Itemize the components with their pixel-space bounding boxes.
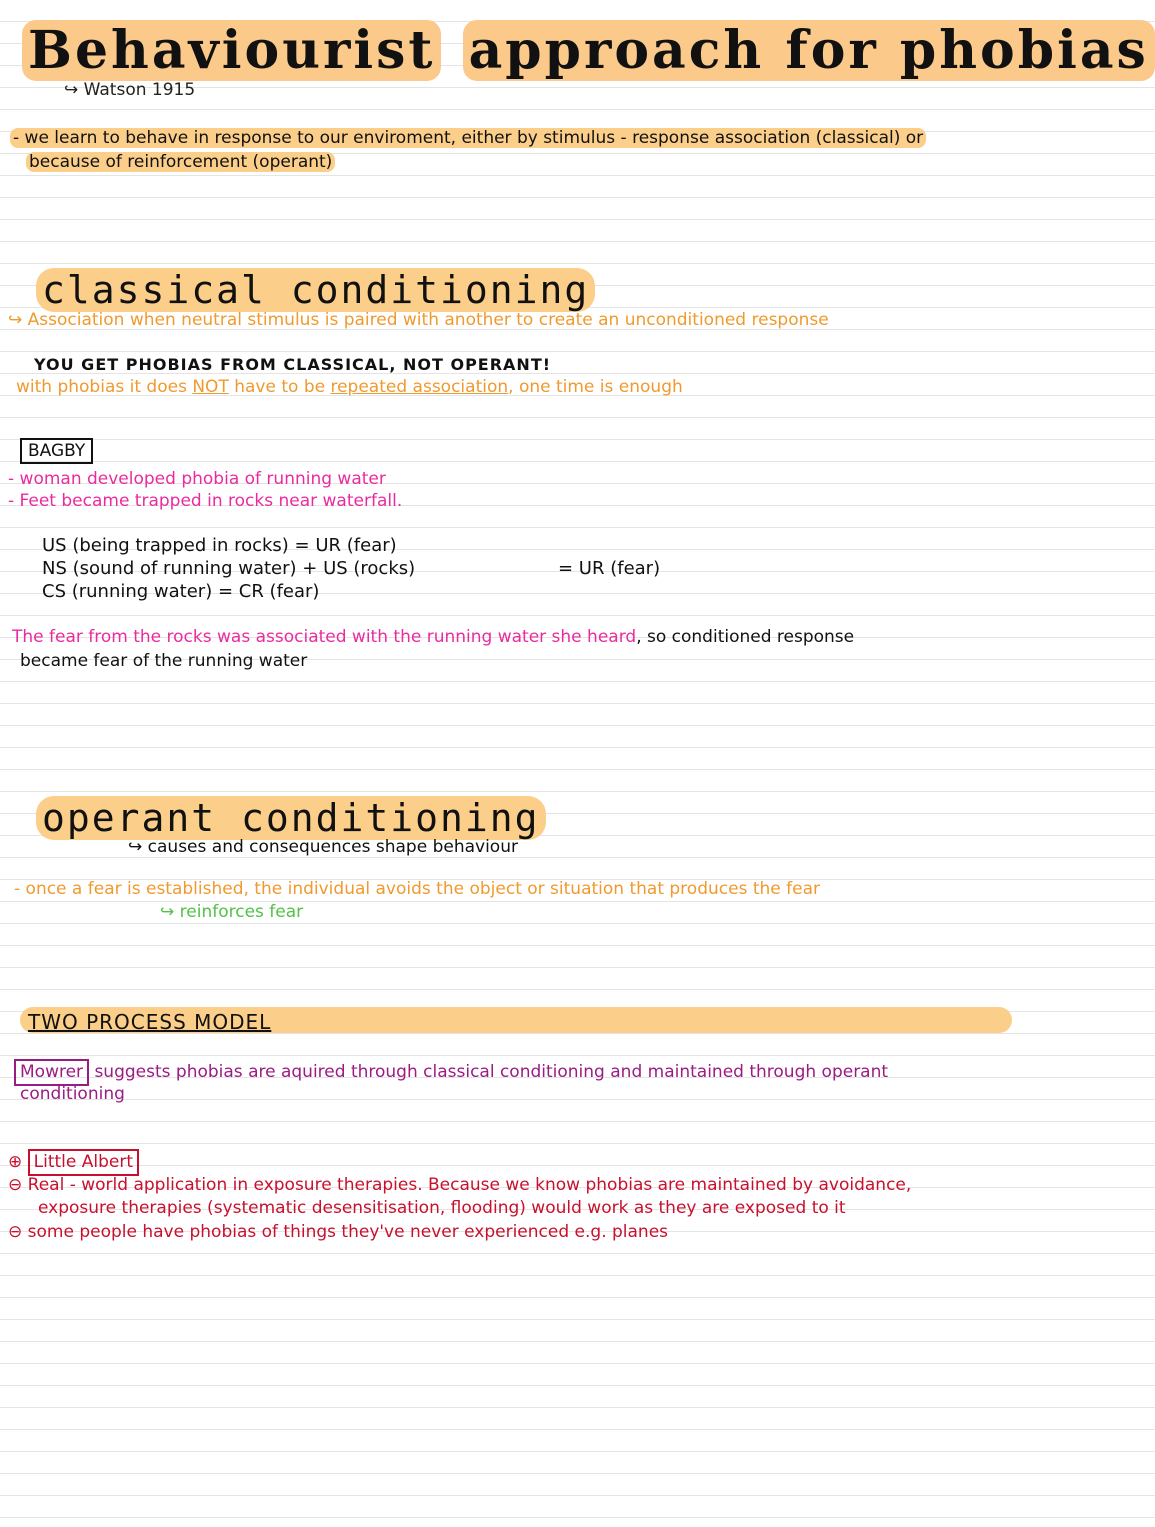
two-process-heading: TWO PROCESS MODEL [28, 1010, 272, 1034]
eval-minus-1: ⊖ Real - world application in exposure therapies. Because we know phobias are maintained by avoidance, [8, 1175, 912, 1195]
equation-cs: CS (running water) = CR (fear) [42, 581, 320, 602]
minus-circle-icon: ⊖ [8, 1222, 23, 1242]
phobia-note: with phobias it does NOT have to be repeated association, one time is enough [16, 377, 683, 397]
little-albert-label: Little Albert [28, 1149, 139, 1176]
mowrer-label: Mowrer [14, 1059, 89, 1086]
two-process-line2: conditioning [20, 1084, 125, 1104]
arrow-icon: ↪ [160, 902, 175, 922]
equation-ns-result: = UR (fear) [558, 558, 661, 579]
minus-circle-icon: ⊖ [8, 1175, 23, 1195]
classical-heading: classical conditioning [36, 268, 595, 312]
operant-subtitle: ↪ causes and consequences shape behaviour [128, 837, 518, 857]
classical-definition: ↪ Association when neutral stimulus is paired with another to create an unconditioned response [8, 310, 829, 330]
arrow-icon: ↪ [64, 80, 79, 100]
arrow-icon: ↪ [8, 310, 23, 330]
intro-line2: because of reinforcement (operant) [26, 152, 335, 172]
arrow-icon: ↪ [128, 837, 143, 857]
equation-us: US (being trapped in rocks) = UR (fear) [42, 535, 397, 556]
intro-line1: - we learn to behave in response to our enviroment, either by stimulus - response association (classical) or [10, 128, 926, 148]
page-title [22, 20, 1155, 81]
study-point-2: - Feet became trapped in rocks near waterfall. [8, 491, 403, 511]
two-process-line1: Mowrer suggests phobias are aquired through classical conditioning and maintained through operant [14, 1059, 888, 1086]
author-note: ↪ Watson 1915 [64, 80, 196, 100]
operant-sub-point: ↪ reinforces fear [160, 902, 304, 922]
eval-plus [8, 1149, 139, 1176]
equation-ns: NS (sound of running water) + US (rocks) [42, 558, 416, 579]
explanation-line1: The fear from the rocks was associated with the running water she heard, so conditioned response [12, 627, 855, 647]
operant-heading: operant conditioning [36, 796, 546, 840]
title-part1: Behaviourist [22, 20, 441, 81]
title-part2: approach for phobias [463, 20, 1155, 81]
study-label: BAGBY [20, 438, 93, 464]
study-point-1: - woman developed phobia of running water [8, 469, 386, 489]
plus-circle-icon: ⊕ [8, 1152, 23, 1172]
intro-text [10, 126, 926, 174]
caps-note: YOU GET PHOBIAS FROM CLASSICAL, NOT OPERANT! [34, 355, 552, 374]
eval-minus-1-line2: exposure therapies (systematic desensitisation, flooding) would work as they are exposed to it [38, 1198, 846, 1218]
eval-minus-2: ⊖ some people have phobias of things they've never experienced e.g. planes [8, 1222, 669, 1242]
operant-point: - once a fear is established, the individual avoids the object or situation that produces the fear [14, 879, 820, 899]
explanation-line2: became fear of the running water [20, 651, 308, 671]
